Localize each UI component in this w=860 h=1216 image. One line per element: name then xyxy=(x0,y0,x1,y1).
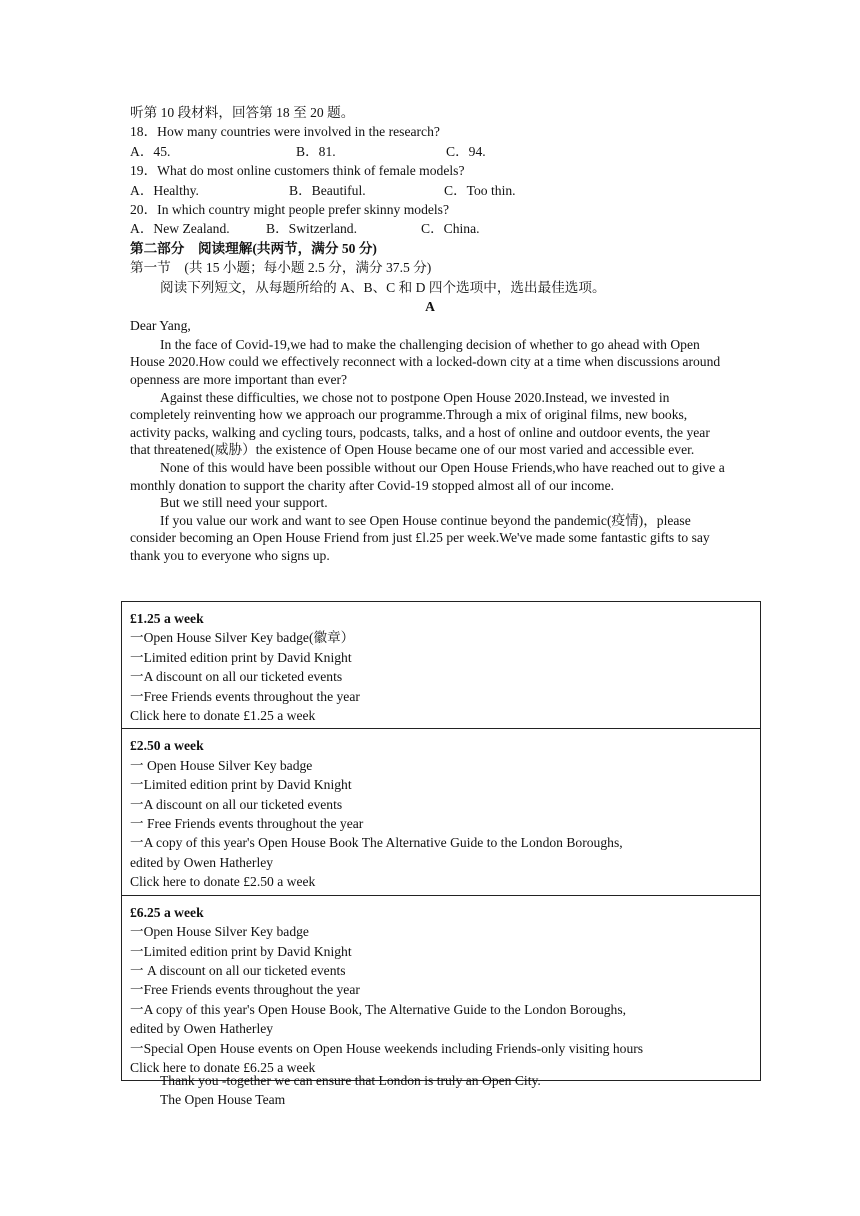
tier-2-50 xyxy=(122,728,760,894)
part-title: 第二部分 阅读理解(共两节，满分 50 分) xyxy=(130,240,377,256)
option-a: A．45. xyxy=(130,143,171,159)
tier-benefit: 一 Free Friends events throughout the year xyxy=(130,816,364,832)
tier-benefit: 一A copy of this year's Open House Book The Alternative Guide to the London Boroughs, xyxy=(130,835,623,851)
tier-benefit: 一A copy of this year's Open House Book, The Alternative Guide to the London Boroughs, xyxy=(130,1001,627,1017)
letter-paragraph: If you value our work and want to see Open House continue beyond the pandemic(疫情)，please consider becoming an Open House Friend from just £l.25 per week.We've made some fantastic gifts to say thank you to everyone who signs up. xyxy=(130,512,710,563)
tier-title: £6.25 a week xyxy=(130,904,204,920)
closing-line: Thank you -together we can ensure that London is truly an Open City. xyxy=(160,1073,541,1088)
letter-closing xyxy=(160,1072,541,1109)
tier-title: £2.50 a week xyxy=(130,738,204,754)
options-row xyxy=(130,219,730,238)
tier-benefit: 一 Open House Silver Key badge xyxy=(130,757,313,773)
tier-benefit: edited by Owen Hatherley xyxy=(130,1021,274,1037)
listening-instruction: 听第 10 段材料，回答第 18 至 20 题。 xyxy=(130,105,355,120)
option-b: B．Beautiful. xyxy=(289,182,366,198)
donate-link[interactable]: Click here to donate £1.25 a week xyxy=(130,708,316,724)
tier-6-25 xyxy=(122,895,760,1081)
tier-1-25 xyxy=(122,602,760,728)
donate-link[interactable]: Click here to donate £2.50 a week xyxy=(130,874,316,890)
tier-benefit: 一Limited edition print by David Knight xyxy=(130,649,352,665)
subsection-title: 第一节 (共 15 小题；每小题 2.5 分，满分 37.5 分) xyxy=(130,260,432,276)
question-text: 18．How many countries were involved in the research? xyxy=(130,124,440,140)
tier-benefit: 一A discount on all our ticketed events xyxy=(130,796,343,812)
directions: 阅读下列短文，从每题所给的 A、B、C 和 D 四个选项中，选出最佳选项。 xyxy=(160,279,606,295)
option-c: C．China. xyxy=(421,221,480,237)
option-c: C．Too thin. xyxy=(444,182,516,198)
tier-benefit: 一Free Friends events throughout the year xyxy=(130,688,360,704)
letter-paragraph: In the face of Covid-19,we had to make the challenging decision of whether to go ahead with Open House 2020.How could we effectively reconnect with a locked-down city at a time when discussions around openness are more important than ever? xyxy=(130,336,721,388)
letter-paragraph: Against these difficulties, we chose not to postpone Open House 2020.Instead, we invested in completely reinventing how we approach our programme.Through a mix of original films, new books, activity packs, walking and cycling tours, podcasts, talks, and a host of online and outdoor events, the year that threatened(威胁）the existence of Open House became one of our most varied and accessible ever. xyxy=(130,389,710,458)
question-18 xyxy=(130,122,730,161)
question-text: 19．What do most online customers think of female models? xyxy=(130,163,465,179)
tier-benefit: 一Special Open House events on Open House weekends including Friends-only visiting hours xyxy=(130,1040,644,1056)
option-b: B．Switzerland. xyxy=(266,221,357,237)
signature: The Open House Team xyxy=(160,1091,286,1107)
option-b: B．81. xyxy=(296,143,336,159)
donate-link[interactable]: Click here to donate £6.25 a week xyxy=(130,1059,316,1075)
tier-title: £1.25 a week xyxy=(130,611,204,626)
question-20 xyxy=(130,200,730,239)
tier-benefit: edited by Owen Hatherley xyxy=(130,854,274,870)
letter-greeting: Dear Yang, xyxy=(130,318,191,334)
question-text: 20．In which country might people prefer skinny models? xyxy=(130,202,450,218)
tier-benefit: 一Free Friends events throughout the year xyxy=(130,982,360,998)
tier-benefit: 一Open House Silver Key badge xyxy=(130,924,309,940)
option-c: C．94. xyxy=(446,143,486,159)
options-row xyxy=(130,142,730,161)
options-row xyxy=(130,181,730,200)
tier-benefit: 一 A discount on all our ticketed events xyxy=(130,962,346,978)
letter-paragraph: None of this would have been possible without our Open House Friends,who have reached out to give a monthly donation to support the charity after Covid-19 stopped almost all of our income. xyxy=(130,460,725,493)
tier-benefit: 一A discount on all our ticketed events xyxy=(130,669,343,685)
letter-paragraph: But we still need your support. xyxy=(160,495,328,511)
question-19 xyxy=(130,161,730,200)
tier-benefit: 一Open House Silver Key badge(徽章） xyxy=(130,630,355,646)
option-a: A．New Zealand. xyxy=(130,221,230,237)
tier-benefit: 一Limited edition print by David Knight xyxy=(130,777,352,793)
option-a: A．Healthy. xyxy=(130,182,199,198)
passage-label: A xyxy=(425,299,435,315)
tier-benefit: 一Limited edition print by David Knight xyxy=(130,943,352,959)
donation-tiers-table xyxy=(121,601,761,1081)
exam-page xyxy=(130,103,730,565)
